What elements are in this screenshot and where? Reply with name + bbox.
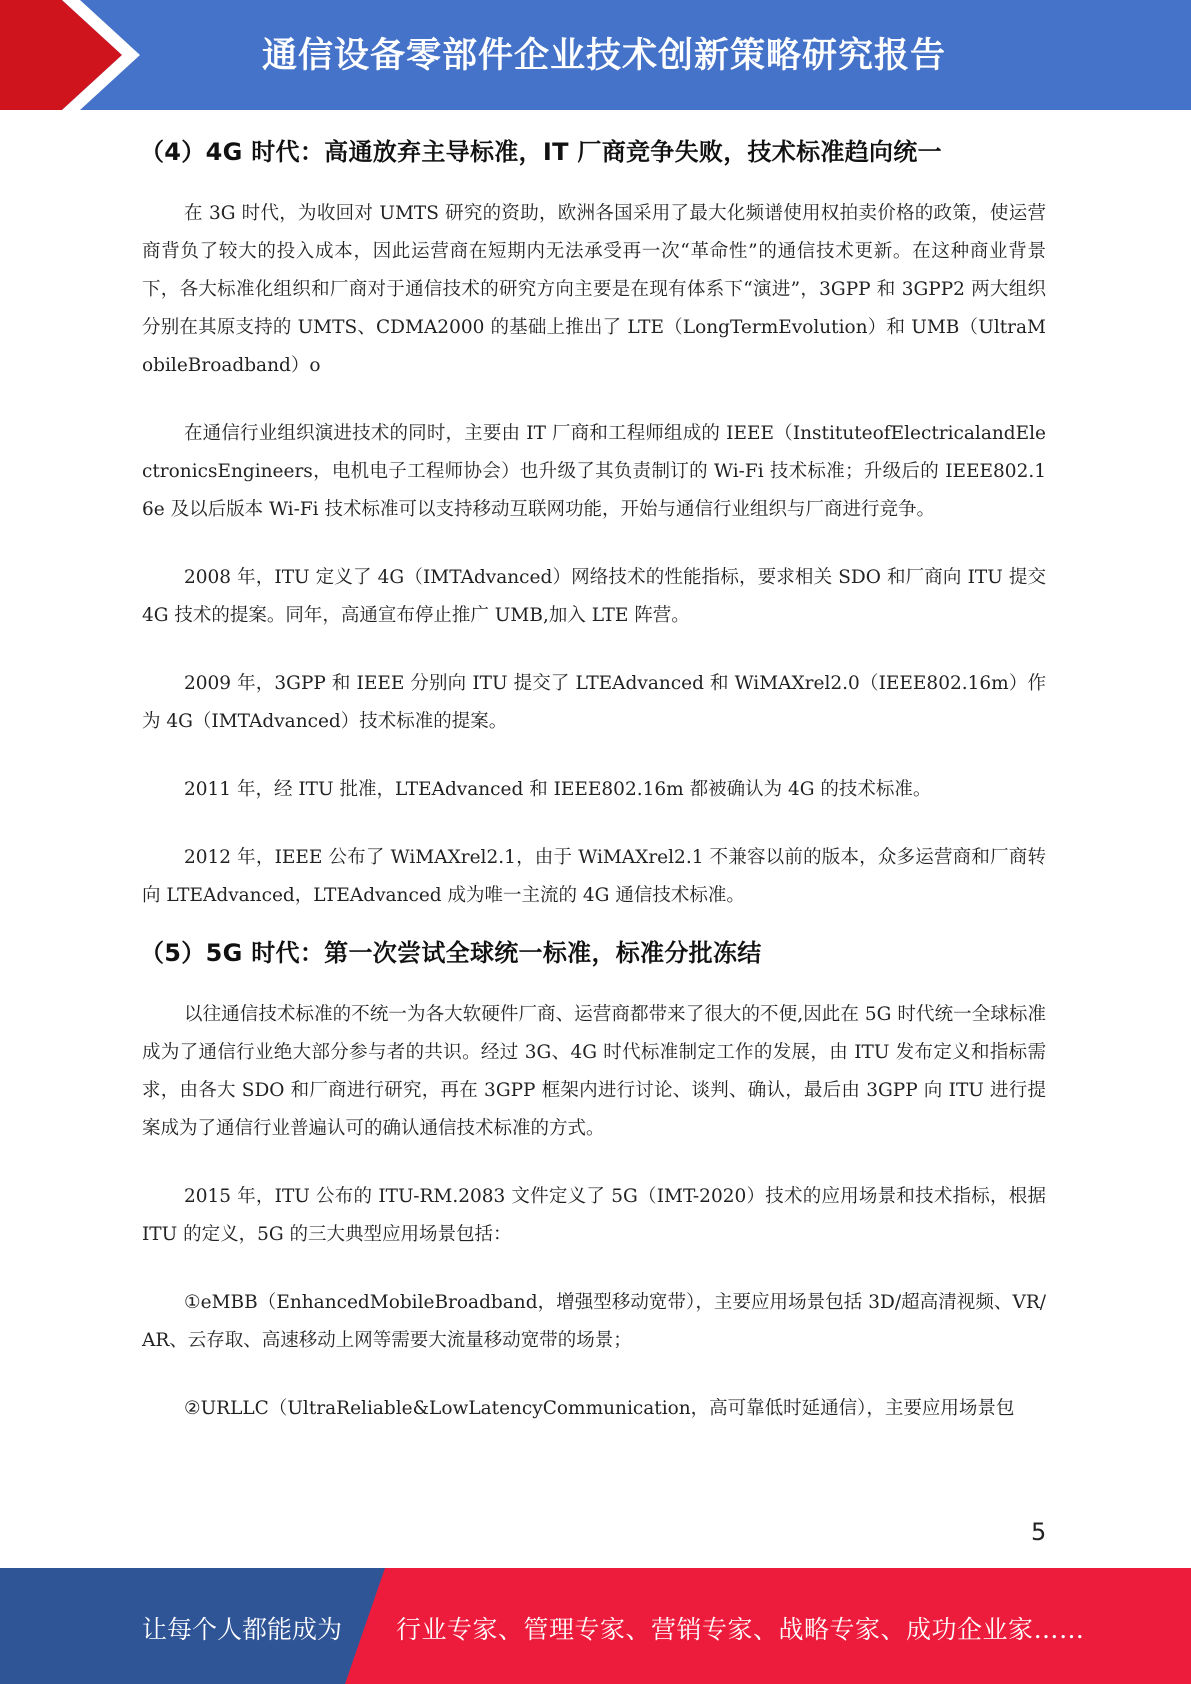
footer-slogan-left: 让每个人都能成为 [142, 1615, 343, 1644]
paragraph: ①eMBB（EnhancedMobileBroadband，增强型移动宽带），主要应用场景包括 3D/超高清视频、VR/AR、云存取、高速移动上网等需要大流量移动宽带的场景； [142, 1292, 1046, 1351]
page-number: 5 [1031, 1518, 1047, 1546]
paragraph: 2015 年，ITU 公布的 ITU-RM.2083 文件定义了 5G（IMT-2020）技术的应用场景和技术指标，根据 ITU 的定义，5G 的三大典型应用场景包括： [142, 1186, 1046, 1245]
section-heading-4g: （4）4G 时代：高通放弃主导标准，IT 厂商竞争失败，技术标准趋向统一 [140, 138, 942, 166]
report-title: 通信设备零部件企业技术创新策略研究报告 [262, 36, 947, 76]
paragraph: ②URLLC（UltraReliable&LowLatencyCommunication，高可靠低时延通信），主要应用场景包 [184, 1398, 1015, 1419]
paragraph: 在 3G 时代，为收回对 UMTS 研究的资助，欧洲各国采用了最大化频谱使用权拍卖价格的政策，使运营商背负了较大的投入成本，因此运营商在短期内无法承受再一次“革命性”的通信技术更新。在这种商业背景下，各大标准化组织和厂商对于通信技术的研究方向主要是在现有体系下“演进”，3GPP 和 3GPP2 两大组织分别在其原支持的 UMTS、CDMA2000 的基础上推出了 LTE（LongTermEvolution）和 UMB（UltraMobileBroadband）o [142, 203, 1046, 376]
document-body [142, 124, 1046, 1458]
footer-banner [0, 1568, 1191, 1684]
section-heading-5g: （5）5G 时代：第一次尝试全球统一标准，标准分批冻结 [140, 939, 762, 967]
paragraph: 2009 年，3GPP 和 IEEE 分别向 ITU 提交了 LTEAdvanced 和 WiMAXrel2.0（IEEE802.16m）作为 4G（IMTAdvanced）技术标准的提案。 [142, 673, 1046, 732]
paragraph: 2011 年，经 ITU 批准，LTEAdvanced 和 IEEE802.16m 都被确认为 4G 的技术标准。 [184, 779, 932, 800]
footer-slogan-right: 行业专家、管理专家、营销专家、战略专家、成功企业家…… [396, 1615, 1085, 1644]
header-red-chevron [0, 0, 150, 110]
paragraph: 2012 年，IEEE 公布了 WiMAXrel2.1，由于 WiMAXrel2.1 不兼容以前的版本，众多运营商和厂商转向 LTEAdvanced，LTEAdvanced 成为唯一主流的 4G 通信技术标准。 [142, 847, 1046, 906]
header-banner [0, 0, 1191, 110]
paragraph: 在通信行业组织演进技术的同时，主要由 IT 厂商和工程师组成的 IEEE（InstituteofElectricalandElectronicsEngineers，电机电子工程师协会）也升级了其负责制订的 Wi-Fi 技术标准；升级后的 IEEE802.16e 及以后版本 Wi-Fi 技术标准可以支持移动互联网功能，开始与通信行业组织与厂商进行竞争。 [142, 423, 1046, 520]
paragraph: 2008 年，ITU 定义了 4G（IMTAdvanced）网络技术的性能指标，要求相关 SDO 和厂商向 ITU 提交 4G 技术的提案。同年，高通宣布停止推广 UMB,加入 LTE 阵营。 [142, 567, 1046, 626]
paragraph: 以往通信技术标准的不统一为各大软硬件厂商、运营商都带来了很大的不便,因此在 5G 时代统一全球标准成为了通信行业绝大部分参与者的共识。经过 3G、4G 时代标准制定工作的发展，由 ITU 发布定义和指标需求，由各大 SDO 和厂商进行研究，再在 3GPP 框架内进行讨论、谈判、确认，最后由 3GPP 向 ITU 进行提案成为了通信行业普遍认可的确认通信技术标准的方式。 [142, 1004, 1046, 1139]
